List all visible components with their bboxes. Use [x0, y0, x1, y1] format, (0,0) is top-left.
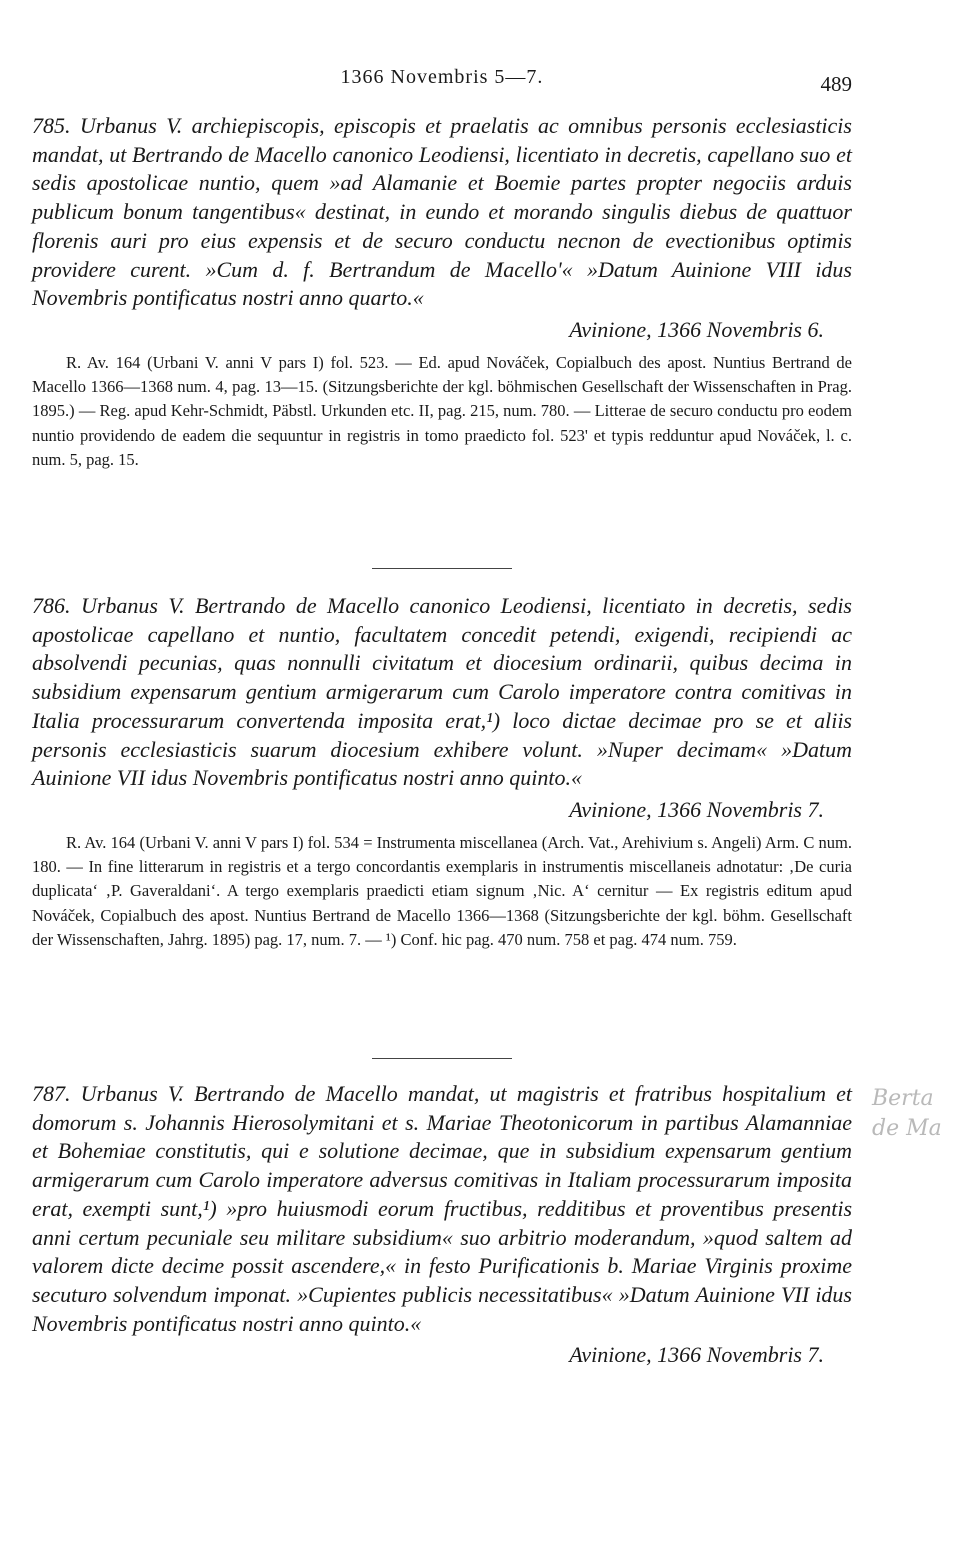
entry-notes: R. Av. 164 (Urbani V. anni V pars I) fol. 523. — Ed. apud Nováček, Copialbuch des apost. Nuntius Bertrand de Macello 1366—1368 num. 4, pag. 13—15. (Sitzungsberichte der kgl. böhmischen Gesellschaft der Wissenschaften in Prag. 1895.) — Reg. apud Kehr-Schmidt, Päbstl. Urkunden etc. II, pag. 215, num. 780. — Litterae de securo conductu pro eodem nuntio providendo de eadem die sequuntur in registris in tomo praedicto fol. 523' et typis redduntur apud Nováček, l. c. num. 5, pag. 15.	[32, 352, 852, 469]
section-divider	[372, 568, 512, 569]
entry-785	[32, 112, 852, 472]
margin-note-line: Berta	[872, 1086, 934, 1111]
entry-date: Avinione, 1366 Novembris 7.	[569, 1342, 824, 1368]
entry-regest: 786. Urbanus V. Bertrando de Macello canonico Leodiensi, licentiato in decretis, sedis apostolicae capellano et nuntio, facultatem concedit petendi, exigendi, recipiendi ac absolvendi pecunias, quas nonnulli civitatum et diocesium ordinarii, quibus decima in subsidium expensarum gentium armigerarum cum Carolo imperatore contra comitivas in Italia processurarum convertenda imposita erat,¹) loco dictae decimae pro se et aliis personis ecclesiasticis suarum diocesium exhibere volunt. »Nuper decimam« »Datum Auinione VII idus Novembris pontificatus nostri anno quinto.«	[32, 593, 852, 791]
running-title: 1366 Novembris 5—7.	[340, 66, 544, 88]
entry-786	[32, 592, 852, 952]
entry-regest: 785. Urbanus V. archiepiscopis, episcopis et praelatis ac omnibus personis ecclesiasticis mandat, ut Bertrando de Macello canonico Leodiensi, licentiato in decretis, capellano suo et sedis apostolicae nuntio, quem »ad Alamanie et Boemie partes propter negociis arduis publicum bonum tangentibus« destinat, in eundo et morando singulis diebus de quattuor florenis auri pro eius expensis et de securo conductu necnon de evectionibus optimis providere curent. »Cum d. f. Bertrandum de Macello'« »Datum Auinione VIII idus Novembris pontificatus nostri anno quarto.«	[32, 113, 852, 311]
document-page	[32, 0, 852, 1559]
entry-date: Avinione, 1366 Novembris 7.	[569, 796, 824, 822]
page-header	[32, 66, 852, 96]
handwritten-margin-note	[872, 1084, 942, 1144]
margin-note-line: de Ma	[872, 1116, 942, 1141]
entry-787	[32, 1080, 852, 1372]
entry-date: Avinione, 1366 Novembris 6.	[569, 316, 824, 342]
entry-notes: R. Av. 164 (Urbani V. anni V pars I) fol. 534 = Instrumenta miscellanea (Arch. Vat., Arehivium s. Angeli) Arm. C num. 180. — In fine litterarum in registris et a tergo concordantis exemplaris in instrumentis miscellaneis adnotatur: ‚De curia duplicata‘ ‚P. Gaveraldani‘. A tergo exemplaris praedicti etiam signum ‚Nic. A‘ cernitur — Ex registris editum apud Nováček, Copialbuch des apost. Nuntius Bertrand de Macello 1366—1368 (Sitzungsberichte der kgl. böhm. Gesellschaft der Wissenschaften, Jahrg. 1895) pag. 17, num. 7. — ¹) Conf. hic pag. 470 num. 758 et pag. 474 num. 759.	[32, 832, 852, 949]
section-divider	[372, 1058, 512, 1059]
page-number: 489	[820, 72, 852, 96]
entry-regest: 787. Urbanus V. Bertrando de Macello mandat, ut magistris et fratribus hospitalium et domorum s. Johannis Hierosolymitani et s. Mariae Theotonicorum in partibus Alamanniae et Bohemiae constitutis, qui e solutione decimae, que in subsidium expensarum gentium armigerarum cum Carolo imperatore adversus comitivas in Italiam processurarum imposita erat, exempti sunt,¹) »pro huiusmodi eorum fructibus, redditibus et proventibus presentis anni certum pecuniale seu militare subsidium« suo arbitrio moderandum, »quod saltem ad valorem dicte decime possit ascendere,« in festo Purificationis b. Mariae Virginis proxime secuturo solvendum imponat. »Cupientes publicis necessitatibus« »Datum Auinione VII idus Novembris pontificatus nostri anno quinto.«	[32, 1081, 852, 1336]
